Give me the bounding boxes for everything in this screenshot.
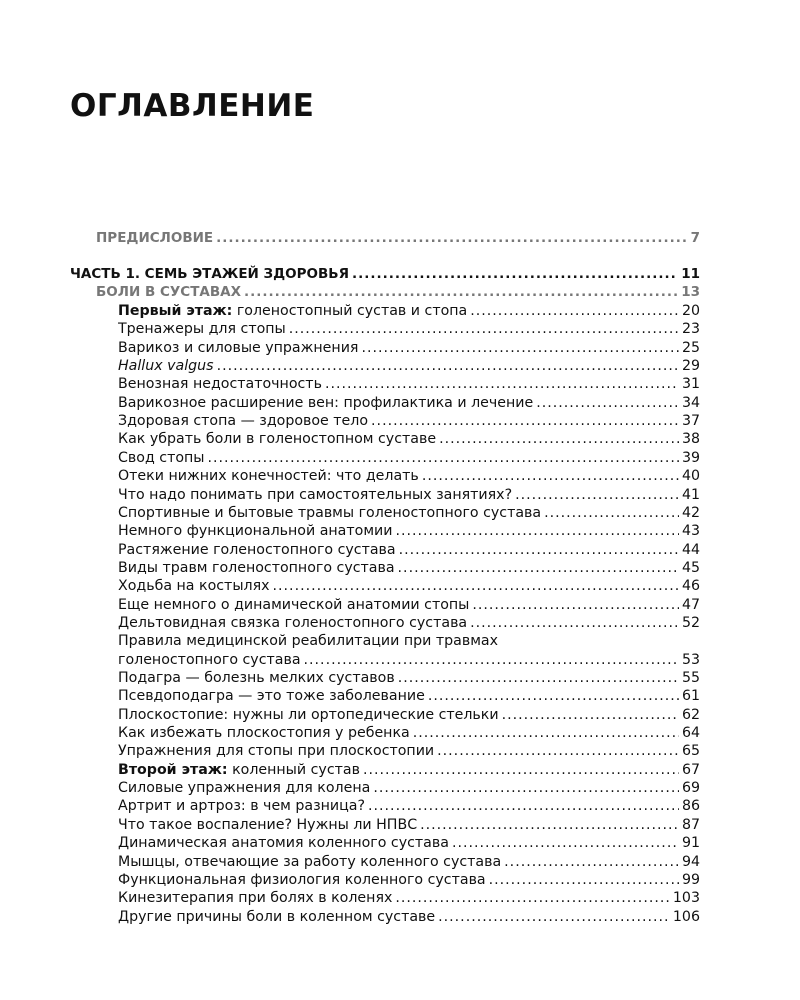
toc-entry xyxy=(118,486,700,504)
toc-entry-label: Еще немного о динамической анатомии стопы xyxy=(118,596,470,613)
dot-leader xyxy=(352,265,678,283)
toc-entry-label: Как избежать плоскостопия у ребенка xyxy=(118,725,410,742)
toc-entry-label: Подагра — болезнь мелких суставов xyxy=(118,670,395,686)
dot-leader xyxy=(544,504,679,522)
toc-entry-section xyxy=(96,283,700,301)
dot-leader xyxy=(244,283,678,301)
toc-entry-label: Что надо понимать при самостоятельных занятиях? xyxy=(118,486,513,503)
dot-leader xyxy=(489,871,679,889)
toc-entry xyxy=(118,320,700,338)
toc-entry-label xyxy=(118,302,467,320)
dot-leader xyxy=(504,853,679,871)
dot-leader xyxy=(371,412,679,430)
toc-entry-label: Артрит и артроз: в чем разница? xyxy=(118,798,366,815)
toc-entry-page: 64 xyxy=(681,725,700,742)
toc-entry-label: Варикоз и силовые упражнения xyxy=(118,339,359,356)
toc-entry-page: 44 xyxy=(681,541,700,558)
toc-entry-label: Плоскостопие: нужны ли ортопедические стельки xyxy=(118,706,499,723)
toc-entry xyxy=(118,375,700,393)
toc-entry xyxy=(118,651,700,669)
toc-entry xyxy=(118,577,700,595)
dot-leader xyxy=(373,779,679,797)
toc-entry xyxy=(118,449,700,467)
toc-entry-label xyxy=(118,761,360,779)
toc-entry-label: Немного функциональной анатомии xyxy=(118,523,393,540)
toc-entry xyxy=(118,522,700,540)
toc-entry-label-line1: Правила медицинской реабилитации при травмах xyxy=(118,633,499,650)
toc-entry xyxy=(118,669,700,687)
toc-entry xyxy=(118,871,700,889)
toc-entry-label: Спортивные и бытовые травмы голеностопного сустава xyxy=(118,504,542,521)
toc-entry-page: 52 xyxy=(681,614,700,631)
dot-leader xyxy=(368,797,679,815)
toc-entry-label: голеностопного сустава xyxy=(118,651,301,668)
toc-entry-page: 38 xyxy=(681,431,700,448)
toc-entry-text: голеностопный сустав и стопа xyxy=(232,303,468,319)
toc-entry-text: коленный сустав xyxy=(227,761,360,778)
toc-entry-label: Псевдоподагра — это тоже заболевание xyxy=(118,688,425,705)
toc-entry-page: 37 xyxy=(681,413,700,430)
toc-entry-label: Функциональная физиология коленного сустава xyxy=(118,871,486,888)
toc-entry-label: Силовые упражнения для колена xyxy=(118,780,371,797)
dot-leader xyxy=(289,320,679,338)
dot-leader xyxy=(515,486,679,504)
dot-leader xyxy=(395,889,670,907)
toc-entry-page: 46 xyxy=(681,578,700,595)
toc-entry xyxy=(118,853,700,871)
toc-entry-page: 67 xyxy=(681,761,700,778)
toc-entry-label: Свод стопы xyxy=(118,449,205,466)
toc-entry xyxy=(118,467,700,485)
dot-leader xyxy=(208,449,679,467)
toc-entry-page: 7 xyxy=(690,230,700,246)
dot-leader xyxy=(325,375,679,393)
toc-entry-text: Hallux valgus xyxy=(118,358,214,375)
toc-entry-label: Мышцы, отвечающие за работу коленного сустава xyxy=(118,853,502,870)
toc-entry-floor-label: Второй этаж: xyxy=(118,761,228,778)
dot-leader xyxy=(472,596,679,614)
toc-entry-page: 55 xyxy=(681,670,700,686)
dot-leader xyxy=(438,908,670,926)
toc-entry-label: Что такое воспаление? Нужны ли НПВС xyxy=(118,816,418,833)
toc-entry xyxy=(118,357,700,375)
toc-entry xyxy=(118,614,700,632)
toc-entry xyxy=(118,687,700,705)
dot-leader xyxy=(398,669,679,687)
toc-entry-label: Варикозное расширение вен: профилактика и лечение xyxy=(118,394,534,411)
toc-entry xyxy=(118,761,700,779)
dot-leader xyxy=(420,816,679,834)
toc-entry-page: 41 xyxy=(681,486,700,503)
toc-entry-page: 87 xyxy=(681,816,700,833)
dot-leader xyxy=(399,541,679,559)
dot-leader xyxy=(216,229,687,247)
toc-entry xyxy=(118,504,700,522)
dot-leader xyxy=(422,467,679,485)
toc-entry-page: 25 xyxy=(681,339,700,356)
toc-entry-part xyxy=(70,265,700,283)
dot-leader xyxy=(452,834,679,852)
dot-leader xyxy=(361,339,678,357)
toc-entry xyxy=(118,430,700,448)
toc-entry-label: Растяжение голеностопного сустава xyxy=(118,541,396,558)
dot-leader xyxy=(413,724,679,742)
dot-leader xyxy=(470,614,679,632)
page-title: ОГЛАВЛЕНИЕ xyxy=(70,88,315,124)
toc-entry-page: 31 xyxy=(681,376,700,393)
dot-leader xyxy=(398,559,679,577)
toc-entry xyxy=(118,339,700,357)
toc-entry-label: БОЛИ В СУСТАВАХ xyxy=(96,284,241,300)
toc-entry xyxy=(118,559,700,577)
dot-leader xyxy=(428,687,679,705)
toc-entry xyxy=(118,834,700,852)
dot-leader xyxy=(536,394,679,412)
toc-entry-page: 42 xyxy=(681,504,700,521)
toc-entry xyxy=(118,706,700,724)
toc-entry-page: 11 xyxy=(681,266,700,282)
toc-entry-label: Тренажеры для стопы xyxy=(118,321,286,338)
toc-entry-label: Дельтовидная связка голеностопного сустава xyxy=(118,614,468,631)
toc-entry xyxy=(118,724,700,742)
toc-entry-page: 39 xyxy=(681,449,700,466)
toc-entry-preface xyxy=(96,229,700,247)
toc-entry-label: Ходьба на костылях xyxy=(118,578,270,595)
toc-entry xyxy=(118,797,700,815)
toc-entry-label xyxy=(118,357,214,375)
toc-entry xyxy=(118,394,700,412)
toc-entry-page: 106 xyxy=(672,908,700,925)
toc-entry-label: Как убрать боли в голеностопном суставе xyxy=(118,431,437,448)
toc-entry xyxy=(118,596,700,614)
toc-entry-page: 34 xyxy=(681,394,700,411)
toc-entry-page: 13 xyxy=(681,284,700,300)
toc-entry-page: 61 xyxy=(681,688,700,705)
toc-entry-page: 23 xyxy=(681,321,700,338)
toc-entry-page: 94 xyxy=(681,853,700,870)
dot-leader xyxy=(437,742,679,760)
toc-entry-label: Виды травм голеностопного сустава xyxy=(118,559,395,576)
toc-entry-page: 43 xyxy=(681,523,700,540)
toc-entry-label: Динамическая анатомия коленного сустава xyxy=(118,835,449,852)
dot-leader xyxy=(470,302,679,320)
toc-entry-label: ПРЕДИСЛОВИЕ xyxy=(96,230,214,246)
toc-entry-page: 86 xyxy=(681,798,700,815)
toc-entry-page: 29 xyxy=(681,358,700,375)
dot-leader xyxy=(439,430,679,448)
toc-entry xyxy=(118,412,700,430)
toc-entry-floor-label: Первый этаж: xyxy=(118,303,233,319)
toc-entry xyxy=(118,541,700,559)
toc-entry-label: ЧАСТЬ 1. СЕМЬ ЭТАЖЕЙ ЗДОРОВЬЯ xyxy=(70,266,349,282)
toc-entry-label: Упражнения для стопы при плоскостопии xyxy=(118,743,435,760)
toc-entry xyxy=(118,816,700,834)
toc-entry-page: 20 xyxy=(681,303,700,319)
toc-entry xyxy=(118,302,700,320)
toc-entry-page: 40 xyxy=(681,468,700,485)
toc-entry-label: Отеки нижних конечностей: что делать xyxy=(118,468,419,485)
toc-entry-page: 91 xyxy=(681,835,700,852)
toc-entry-label: Венозная недостаточность xyxy=(118,376,322,393)
dot-leader xyxy=(502,706,679,724)
toc-entry-page: 62 xyxy=(681,706,700,723)
toc-entry-label: Другие причины боли в коленном суставе xyxy=(118,908,436,925)
toc-entry-page: 53 xyxy=(681,651,700,668)
toc-entry-page: 47 xyxy=(681,596,700,613)
dot-leader xyxy=(217,357,679,375)
dot-leader xyxy=(273,577,679,595)
toc-entry xyxy=(118,742,700,760)
toc-entry xyxy=(118,908,700,926)
toc-entry-label: Здоровая стопа — здоровое тело xyxy=(118,413,369,430)
toc-entry-page: 69 xyxy=(681,780,700,797)
dot-leader xyxy=(304,651,679,669)
dot-leader xyxy=(395,522,678,540)
toc-entry-label: Кинезитерапия при болях в коленях xyxy=(118,890,393,907)
toc-entry xyxy=(118,779,700,797)
toc-entry xyxy=(118,889,700,907)
toc-entry-page: 103 xyxy=(672,890,700,907)
toc-entry-page: 65 xyxy=(681,743,700,760)
toc-entry-page: 99 xyxy=(681,871,700,888)
toc-entry-page: 45 xyxy=(681,559,700,576)
dot-leader xyxy=(363,761,679,779)
